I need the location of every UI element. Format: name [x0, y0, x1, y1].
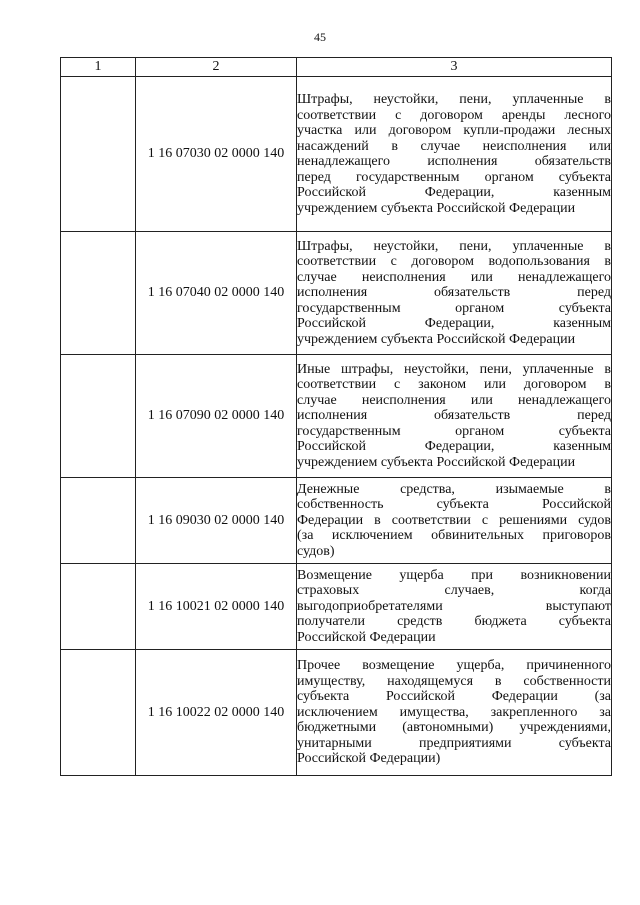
description-line: Российской Федерации — [297, 629, 436, 645]
table-header-row — [61, 58, 612, 77]
table-row — [61, 650, 612, 776]
description-line: соответствии с договором аренды лесного — [297, 107, 611, 123]
budget-code-cell: 1 16 09030 02 0000 140 — [136, 478, 297, 564]
description-line: собственность субъекта Российской — [297, 497, 611, 513]
description-line: соответствии с договором водопользования в — [297, 254, 611, 270]
description-line: государственным органом субъекта — [297, 300, 611, 316]
description-line: Возмещение ущерба при возникновении — [297, 567, 611, 583]
description-line: случае неисполнения или ненадлежащего — [297, 269, 611, 285]
description-line: унитарными предприятиями субъекта — [297, 735, 611, 751]
table-row — [61, 232, 612, 355]
description-line: Денежные средства, изымаемые в — [297, 481, 611, 497]
description-cell — [297, 478, 612, 564]
description-line: случае неисполнения или ненадлежащего — [297, 392, 611, 408]
description-line: Штрафы, неустойки, пени, уплаченные в — [297, 238, 611, 254]
description-line: Российской Федерации) — [297, 751, 441, 767]
empty-cell — [61, 77, 136, 232]
description-line: Российской Федерации, казенным — [297, 439, 611, 455]
description-line: бюджетными (автономными) учреждениями, — [297, 720, 611, 736]
budget-code-cell: 1 16 10022 02 0000 140 — [136, 650, 297, 776]
column-header-2: 2 — [136, 58, 297, 77]
description-line: исключением имущества, закрепленного за — [297, 704, 611, 720]
description-line: ненадлежащего исполнения обязательств — [297, 154, 611, 169]
description-line: (за исключением обвинительных приговоров — [297, 528, 611, 544]
description-line: государственным органом субъекта — [297, 423, 611, 439]
budget-code-cell: 1 16 07030 02 0000 140 — [136, 77, 297, 232]
description-line: страховых случаев, когда — [297, 583, 611, 599]
description-line: Федерации в соответствии с решениями судов — [297, 512, 611, 528]
budget-codes-table — [60, 57, 612, 776]
description-line: судов) — [297, 543, 335, 559]
description-line: соответствии с законом или договором в — [297, 377, 611, 393]
budget-code-cell: 1 16 10021 02 0000 140 — [136, 564, 297, 650]
description-line: имуществу, находящемуся в собственности — [297, 673, 611, 689]
description-line: исполнения обязательств перед — [297, 285, 611, 301]
empty-cell — [61, 355, 136, 478]
description-line: участка или договором купли-продажи лесных — [297, 123, 611, 138]
empty-cell — [61, 478, 136, 564]
description-line: выгодоприобретателями выступают — [297, 598, 611, 614]
description-line: Иные штрафы, неустойки, пени, уплаченные в — [297, 361, 611, 377]
description-cell — [297, 232, 612, 355]
table-row — [61, 77, 612, 232]
description-line: насаждений в случае неисполнения или — [297, 138, 611, 154]
description-line: Штрафы, неустойки, пени, уплаченные в — [297, 92, 611, 107]
table-row — [61, 478, 612, 564]
page-number: 45 — [314, 30, 326, 44]
column-header-1: 1 — [61, 58, 136, 77]
description-line: учреждением субъекта Российской Федерации — [297, 200, 576, 216]
description-line: Прочее возмещение ущерба, причиненного — [297, 658, 611, 674]
empty-cell — [61, 650, 136, 776]
description-line: получатели средств бюджета субъекта — [297, 614, 611, 630]
description-line: учреждением субъекта Российской Федерации — [297, 454, 576, 470]
description-cell — [297, 564, 612, 650]
description-cell — [297, 650, 612, 776]
budget-code-cell: 1 16 07040 02 0000 140 — [136, 232, 297, 355]
empty-cell — [61, 564, 136, 650]
table-body — [61, 77, 612, 776]
description-line: перед государственным органом субъекта — [297, 169, 611, 185]
description-line: субъекта Российской Федерации (за — [297, 689, 611, 705]
table-row — [61, 564, 612, 650]
column-header-3: 3 — [297, 58, 612, 77]
description-line: учреждением субъекта Российской Федерации — [297, 331, 576, 347]
description-line: исполнения обязательств перед — [297, 408, 611, 424]
table-row — [61, 355, 612, 478]
description-line: Российской Федерации, казенным — [297, 185, 611, 200]
description-cell — [297, 77, 612, 232]
description-cell — [297, 355, 612, 478]
description-line: Российской Федерации, казенным — [297, 316, 611, 332]
empty-cell — [61, 232, 136, 355]
budget-code-cell: 1 16 07090 02 0000 140 — [136, 355, 297, 478]
